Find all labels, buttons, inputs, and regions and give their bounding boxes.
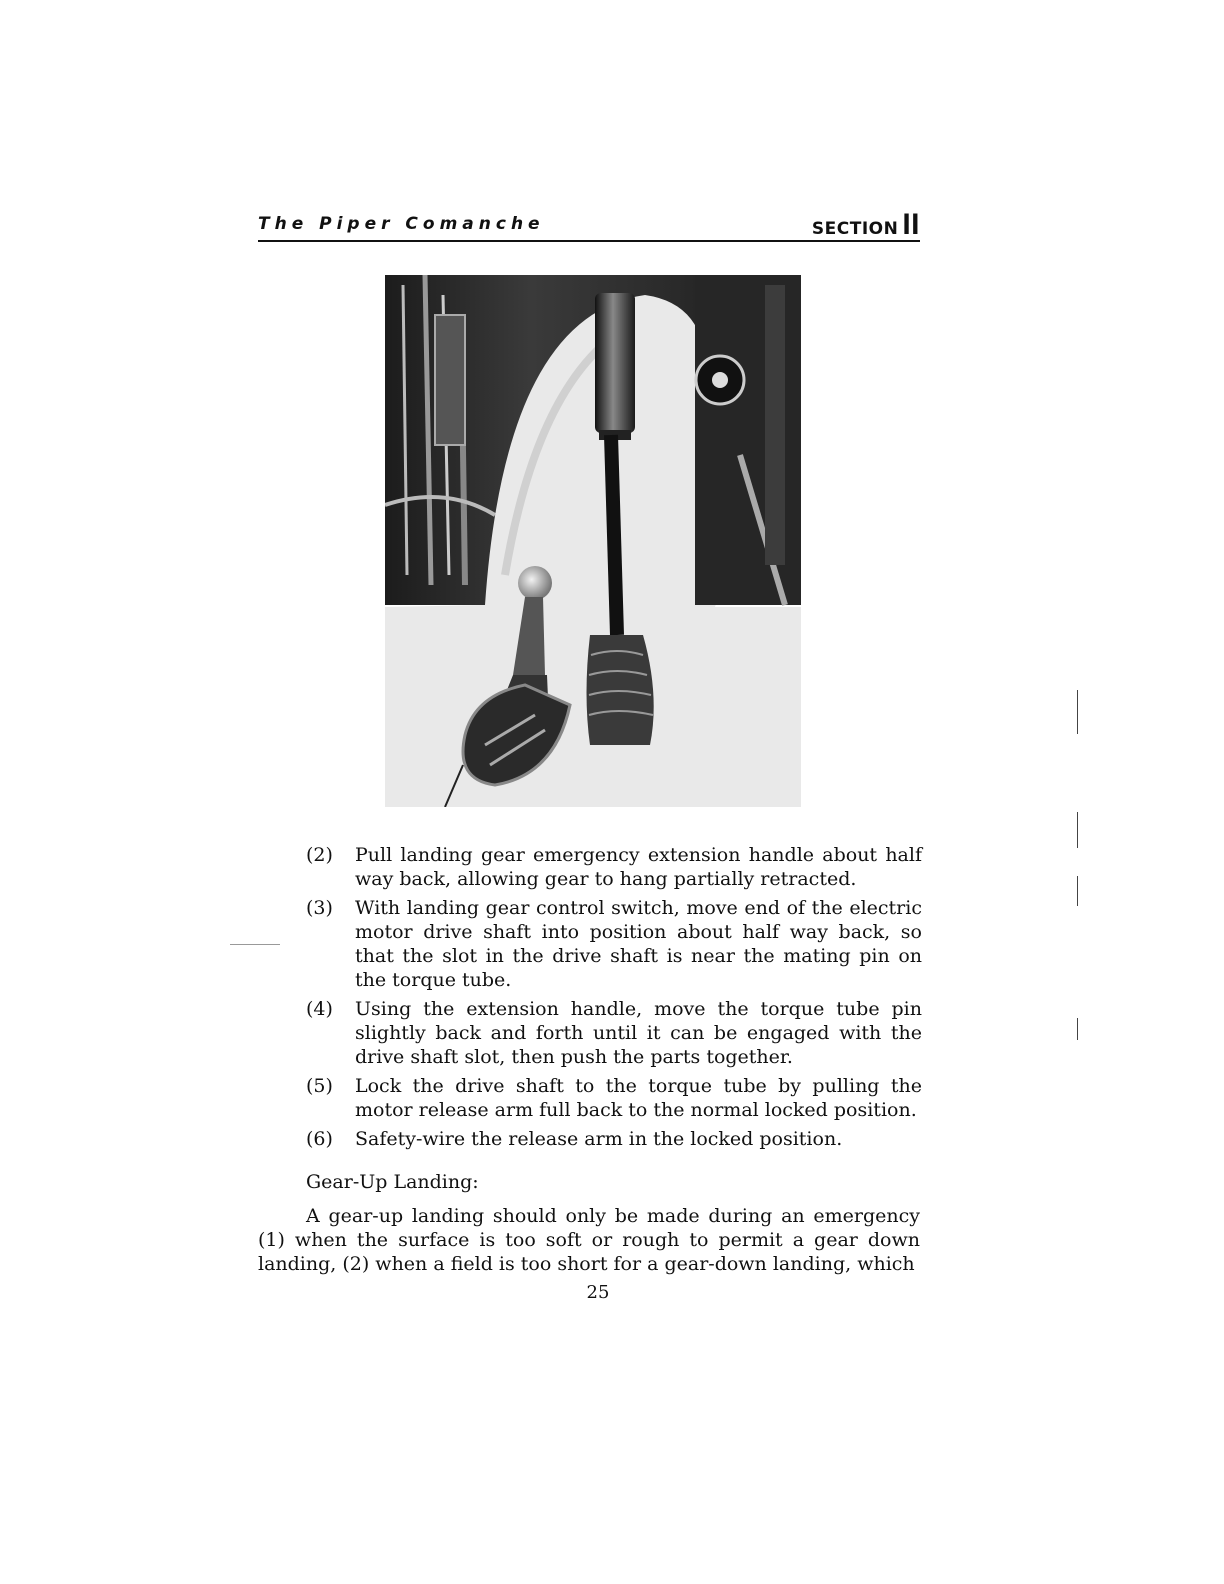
step-number: (2) [306, 844, 333, 866]
step-text: Safety-wire the release arm in the locked position. [355, 1128, 843, 1150]
subheading: Gear-Up Landing: [306, 1171, 479, 1193]
list-item [306, 1074, 922, 1122]
scan-mark [230, 944, 280, 945]
step-text: Pull landing gear emergency extension handle about half way back, allowing gear to hang partially retracted. [355, 844, 922, 890]
list-item [306, 997, 922, 1069]
step-text: With landing gear control switch, move end of the electric motor drive shaft into position about half way back, so that the slot in the drive shaft is near the mating pin on the torque tube. [355, 897, 922, 991]
step-number: (6) [306, 1128, 333, 1150]
step-text: Lock the drive shaft to the torque tube by pulling the motor release arm full back to the normal locked position. [355, 1075, 922, 1121]
scan-mark [1077, 812, 1078, 848]
photo-illustration [385, 275, 801, 807]
scan-mark [1077, 1018, 1078, 1040]
header-title: The Piper Comanche [258, 214, 545, 234]
body-paragraph: A gear-up landing should only be made during an emergency (1) when the surface is too soft or rough to permit a gear down landing, (2) when a field is too short for a gear-down landing, which [258, 1205, 920, 1275]
list-item [306, 843, 922, 891]
section-label [812, 208, 920, 242]
step-text: Using the extension handle, move the torque tube pin slightly back and forth until it can be engaged with the drive shaft slot, then push the parts together. [355, 998, 922, 1068]
scan-mark [1077, 690, 1078, 734]
step-number: (4) [306, 998, 333, 1020]
section-number: II [902, 208, 920, 241]
section-label-text: SECTION [811, 219, 899, 239]
step-number: (5) [306, 1075, 333, 1097]
landing-gear-handle-photo [385, 275, 801, 807]
procedure-steps [306, 843, 922, 1156]
running-header [258, 208, 920, 242]
page-number: 25 [586, 1282, 610, 1303]
scan-mark [1077, 876, 1078, 906]
step-number: (3) [306, 897, 333, 919]
list-item [306, 1127, 922, 1151]
list-item [306, 896, 922, 992]
